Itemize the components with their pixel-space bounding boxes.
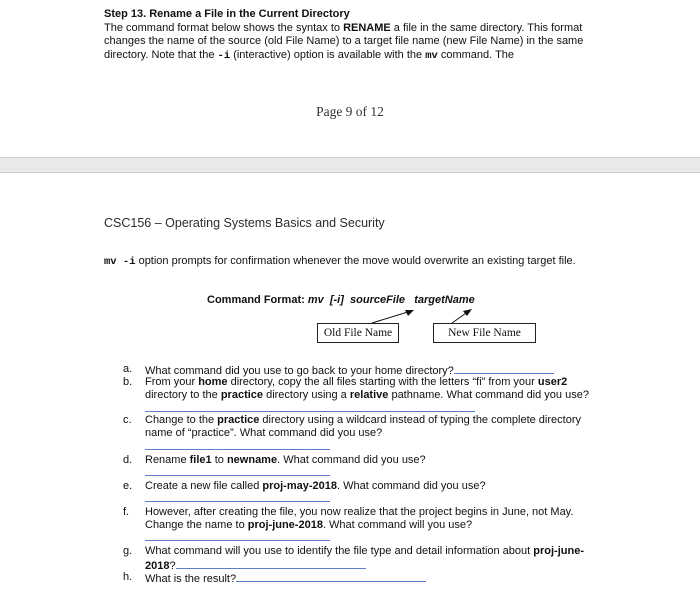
desc-code-mv: mv — [425, 49, 438, 62]
q-d-b1: file1 — [189, 454, 212, 466]
desc-part-1: The command format below shows the syntax to — [104, 21, 344, 34]
q-g-t1: What command will you use to identify the file type and detail information about — [145, 545, 534, 557]
answer-blank-b[interactable] — [145, 401, 475, 412]
question-marker: f. — [123, 506, 130, 518]
step-title: Step 13. Rename a File in the Current Directory — [104, 8, 350, 20]
command-format-syntax: mv [-i] sourceFile targetName — [307, 294, 475, 306]
q-b-t5: pathname. What command did you use? — [388, 388, 589, 401]
question-marker: b. — [123, 376, 133, 388]
document-page-10 — [0, 172, 700, 592]
question-list — [0, 173, 700, 592]
course-header: CSC156 – Operating Systems Basics and Security — [104, 216, 385, 230]
q-d-t3: . What command did you use? — [277, 454, 426, 466]
q-g-b1: proj-june-2018 — [145, 545, 584, 572]
answer-blank-h[interactable] — [236, 571, 426, 582]
q-b-b4: relative — [349, 388, 389, 401]
q-b-b1: home — [198, 376, 228, 388]
option-code: mv -i — [104, 256, 136, 268]
answer-blank-a[interactable] — [454, 363, 554, 374]
q-g-t2: ? — [169, 559, 176, 572]
q-b-t2: directory, copy the all files starting with the letters “fi” from your — [227, 376, 538, 388]
step-description — [104, 22, 604, 64]
desc-part-2: a file in the same directory. This format changes the name of the source (old File Name) to a target file name (new File Name) in the same directory. Note that the — [104, 21, 584, 61]
question-text — [145, 571, 605, 586]
question-text — [145, 454, 605, 467]
question-text — [145, 545, 605, 572]
new-file-name-box: New File Name — [433, 323, 536, 343]
desc-part-3: (interactive) option is available with the — [230, 48, 426, 61]
desc-rename-bold: RENAME — [343, 21, 391, 34]
q-f-t1: However, after creating the file, you now realize that the project begins in June, not May. Change the name to — [145, 506, 574, 531]
q-f-t2: . What command will you use? — [322, 518, 473, 531]
q-b-t1: From your — [145, 376, 199, 388]
question-text — [145, 480, 605, 493]
question-marker: g. — [123, 545, 133, 557]
q-c-b1: practice — [217, 414, 260, 426]
q-c-t1: Change to the — [145, 414, 218, 426]
q-h-t1: What is the result? — [145, 573, 237, 585]
page-number: Page 9 of 12 — [316, 104, 384, 119]
question-marker: c. — [123, 414, 132, 426]
answer-blank-c[interactable] — [145, 449, 330, 450]
q-e-t2: . What command did you use? — [337, 480, 486, 492]
answer-blank-d[interactable] — [145, 475, 330, 476]
old-file-name-box: Old File Name — [317, 323, 399, 343]
question-marker: e. — [123, 480, 133, 492]
question-a-text: What command did you use to go back to your home directory? — [145, 365, 454, 377]
question-text — [145, 506, 605, 531]
q-f-b1: proj-june-2018 — [247, 518, 323, 531]
q-b-t4: directory using a — [263, 388, 350, 401]
question-marker: a. — [123, 363, 133, 375]
q-d-b2: newname — [226, 454, 278, 466]
q-b-b3: practice — [220, 388, 264, 401]
document-page-9 — [0, 0, 700, 158]
question-marker: d. — [123, 454, 133, 466]
q-d-t2: to — [211, 454, 227, 466]
q-c-t2: directory using a wildcard instead of typing the complete directory name of “practice”. What command did you use? — [145, 414, 581, 439]
q-d-t1: Rename — [145, 454, 190, 466]
q-b-b2: user2 — [537, 376, 568, 388]
option-text: option prompts for confirmation whenever the move would overwrite an existing target file. — [135, 255, 576, 267]
answer-blank-e[interactable] — [145, 501, 330, 502]
command-format-label: Command Format: — [207, 294, 308, 306]
question-text — [145, 414, 605, 439]
desc-code-i: -i — [217, 49, 231, 62]
answer-blank-f[interactable] — [145, 540, 330, 541]
desc-part-4: command. The — [437, 48, 515, 61]
question-marker: h. — [123, 571, 133, 583]
q-e-t1: Create a new file called — [145, 480, 263, 492]
answer-blank-g[interactable] — [176, 558, 366, 569]
q-e-b1: proj-may-2018 — [262, 480, 337, 492]
q-b-t3: directory to the — [145, 388, 221, 401]
question-text — [145, 376, 605, 416]
step-13-section — [104, 8, 604, 63]
